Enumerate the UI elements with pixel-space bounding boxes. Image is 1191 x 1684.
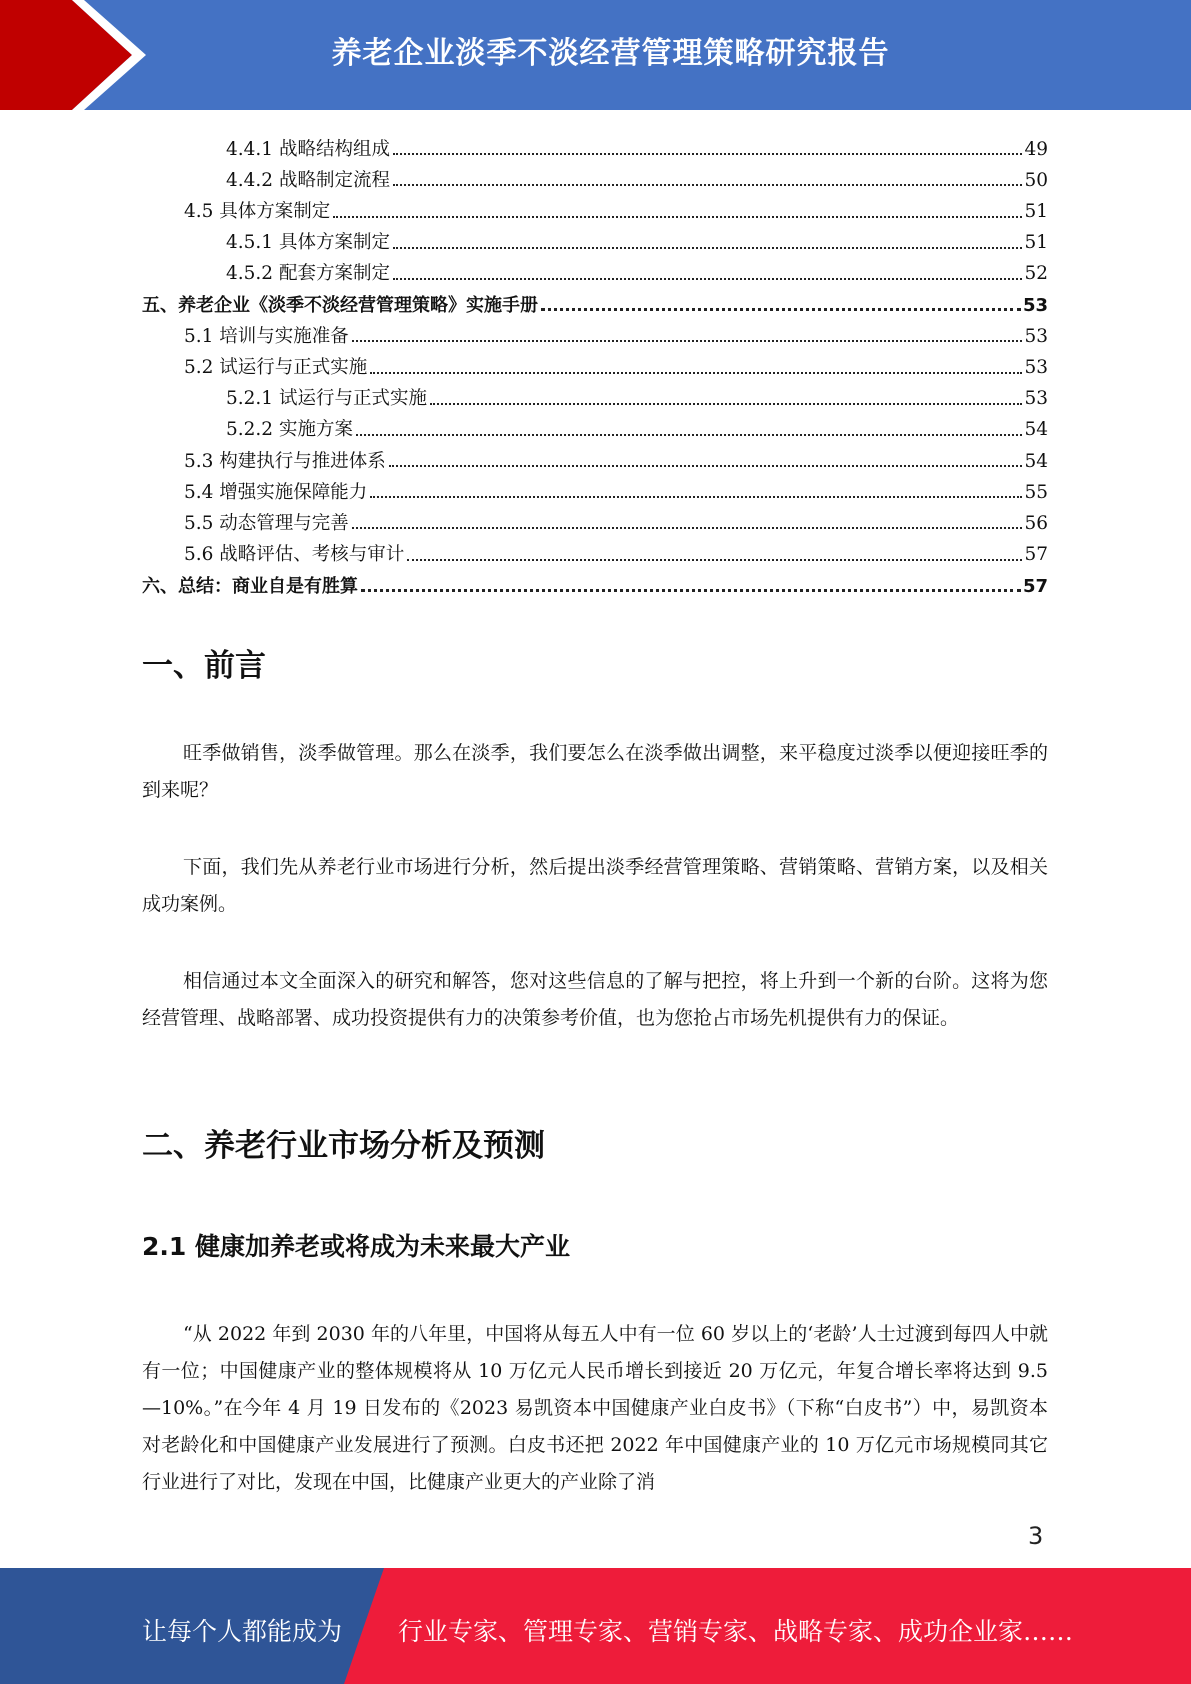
toc-leader-dots <box>370 372 1022 374</box>
toc-entry[interactable] <box>142 346 1048 377</box>
toc-entry-page: 56 <box>1024 512 1048 534</box>
toc-entry-page: 54 <box>1024 450 1048 472</box>
footer-slogan-left: 让每个人都能成为 <box>142 1617 343 1646</box>
toc-leader-dots <box>333 216 1022 218</box>
toc-entry-page: 52 <box>1024 263 1048 285</box>
toc-leader-dots <box>361 589 1021 592</box>
toc-entry[interactable] <box>142 253 1048 284</box>
toc-entry[interactable] <box>142 440 1048 471</box>
toc-entry-page: 54 <box>1024 419 1048 441</box>
toc-entry-label: 4.5.2 配套方案制定 <box>226 263 390 285</box>
market-paragraph: “从 2022 年到 2030 年的八年里，中国将从每五人中有一位 60 岁以上的‘老龄’人士过渡到每四人中就有一位；中国健康产业的整体规模将从 10 万亿元人民币增长到接近 20 万亿元，年复合增长率将达到 9.5—10%。”在今年 4 月 19 日发布的《2023 易凯资本中国健康产业白皮书》（下称“白皮书”）中，易凯资本对老龄化和中国健康产业发展进行了预测。白皮书还把 2022 年中国健康产业的 10 万亿元市场规模同其它行业进行了对比，发现在中国，比健康产业更大的产业除了消 <box>142 1323 1048 1493</box>
preface-paragraph-2: 下面，我们先从养老行业市场进行分析，然后提出淡季经营管理策略、营销策略、营销方案，以及相关成功案例。 <box>142 856 1048 915</box>
preface-paragraph-1: 旺季做销售，淡季做管理。那么在淡季，我们要怎么在淡季做出调整，来平稳度过淡季以便迎接旺季的到来呢？ <box>142 742 1048 801</box>
page-header <box>0 0 1191 110</box>
toc-leader-dots <box>393 153 1022 155</box>
toc-entry-label: 4.4.1 战略结构组成 <box>226 138 390 160</box>
toc-entry-page: 51 <box>1024 201 1048 223</box>
toc-entry-label: 5.5 动态管理与完善 <box>184 512 349 534</box>
toc-leader-dots <box>389 465 1023 467</box>
toc-entry-page: 57 <box>1022 575 1048 597</box>
toc-entry-page: 49 <box>1024 138 1048 160</box>
toc-entry-page: 55 <box>1024 481 1048 503</box>
toc-entry[interactable] <box>142 378 1048 409</box>
toc-entry-label: 5.3 构建执行与推进体系 <box>184 450 386 472</box>
toc-leader-dots <box>393 247 1022 249</box>
header-title: 养老企业淡季不淡经营管理策略研究报告 <box>331 36 890 71</box>
toc-entry[interactable] <box>142 284 1048 315</box>
toc-leader-dots <box>430 403 1022 405</box>
toc-entry-label: 4.4.2 战略制定流程 <box>226 169 390 191</box>
toc-entry[interactable] <box>142 315 1048 346</box>
toc-entry-label: 5.6 战略评估、考核与审计 <box>184 544 405 566</box>
toc-entry-page: 57 <box>1024 544 1048 566</box>
toc-entry[interactable] <box>142 565 1048 596</box>
toc-entry[interactable] <box>142 222 1048 253</box>
toc-entry-page: 50 <box>1024 169 1048 191</box>
toc-entry-page: 53 <box>1024 325 1048 347</box>
toc-entry-label: 5.2 试运行与正式实施 <box>184 357 368 378</box>
subsection-heading-2-1: 2.1 健康加养老或将成为未来最大产业 <box>142 1232 570 1261</box>
toc-entry-page: 53 <box>1022 295 1048 317</box>
toc-entry-label: 5.4 增强实施保障能力 <box>184 481 368 503</box>
footer-slogan-right: 行业专家、管理专家、营销专家、战略专家、成功企业家…… <box>398 1617 1074 1646</box>
table-of-contents <box>142 128 1048 596</box>
toc-entry-label: 4.5.1 具体方案制定 <box>226 232 390 254</box>
toc-entry[interactable] <box>142 471 1048 502</box>
page-number: 3 <box>1028 1522 1044 1550</box>
toc-entry-page: 53 <box>1024 388 1048 410</box>
toc-entry-page: 53 <box>1024 357 1048 378</box>
toc-entry-label: 5.2.1 试运行与正式实施 <box>226 388 427 410</box>
toc-entry[interactable] <box>142 533 1048 564</box>
preface-paragraph-3: 相信通过本文全面深入的研究和解答，您对这些信息的了解与把控，将上升到一个新的台阶。这将为您经营管理、战略部署、成功投资提供有力的决策参考价值，也为您抢占市场先机提供有力的保证。 <box>142 970 1048 1029</box>
toc-entry[interactable] <box>142 190 1048 221</box>
toc-leader-dots <box>352 340 1023 342</box>
toc-entry-label: 4.5 具体方案制定 <box>184 201 331 223</box>
toc-leader-dots <box>393 184 1022 186</box>
toc-leader-dots <box>352 527 1023 529</box>
page-footer <box>0 1568 1191 1684</box>
toc-entry[interactable] <box>142 502 1048 533</box>
toc-leader-dots <box>356 434 1023 436</box>
toc-entry[interactable] <box>142 409 1048 440</box>
toc-entry-label: 5.1 培训与实施准备 <box>184 325 349 347</box>
toc-leader-dots <box>541 308 1021 311</box>
toc-entry-label: 五、养老企业《淡季不淡经营管理策略》实施手册 <box>142 295 538 317</box>
toc-entry[interactable] <box>142 159 1048 190</box>
section-heading-market-analysis: 二、养老行业市场分析及预测 <box>142 1128 545 1164</box>
toc-entry-label: 六、总结：商业自是有胜算 <box>142 575 358 597</box>
toc-leader-dots <box>407 559 1022 561</box>
toc-entry[interactable] <box>142 128 1048 159</box>
toc-leader-dots <box>370 496 1022 498</box>
toc-leader-dots <box>393 278 1022 280</box>
section-heading-preface: 一、前言 <box>142 648 266 684</box>
toc-entry-label: 5.2.2 实施方案 <box>226 419 353 441</box>
toc-entry-page: 51 <box>1024 232 1048 254</box>
